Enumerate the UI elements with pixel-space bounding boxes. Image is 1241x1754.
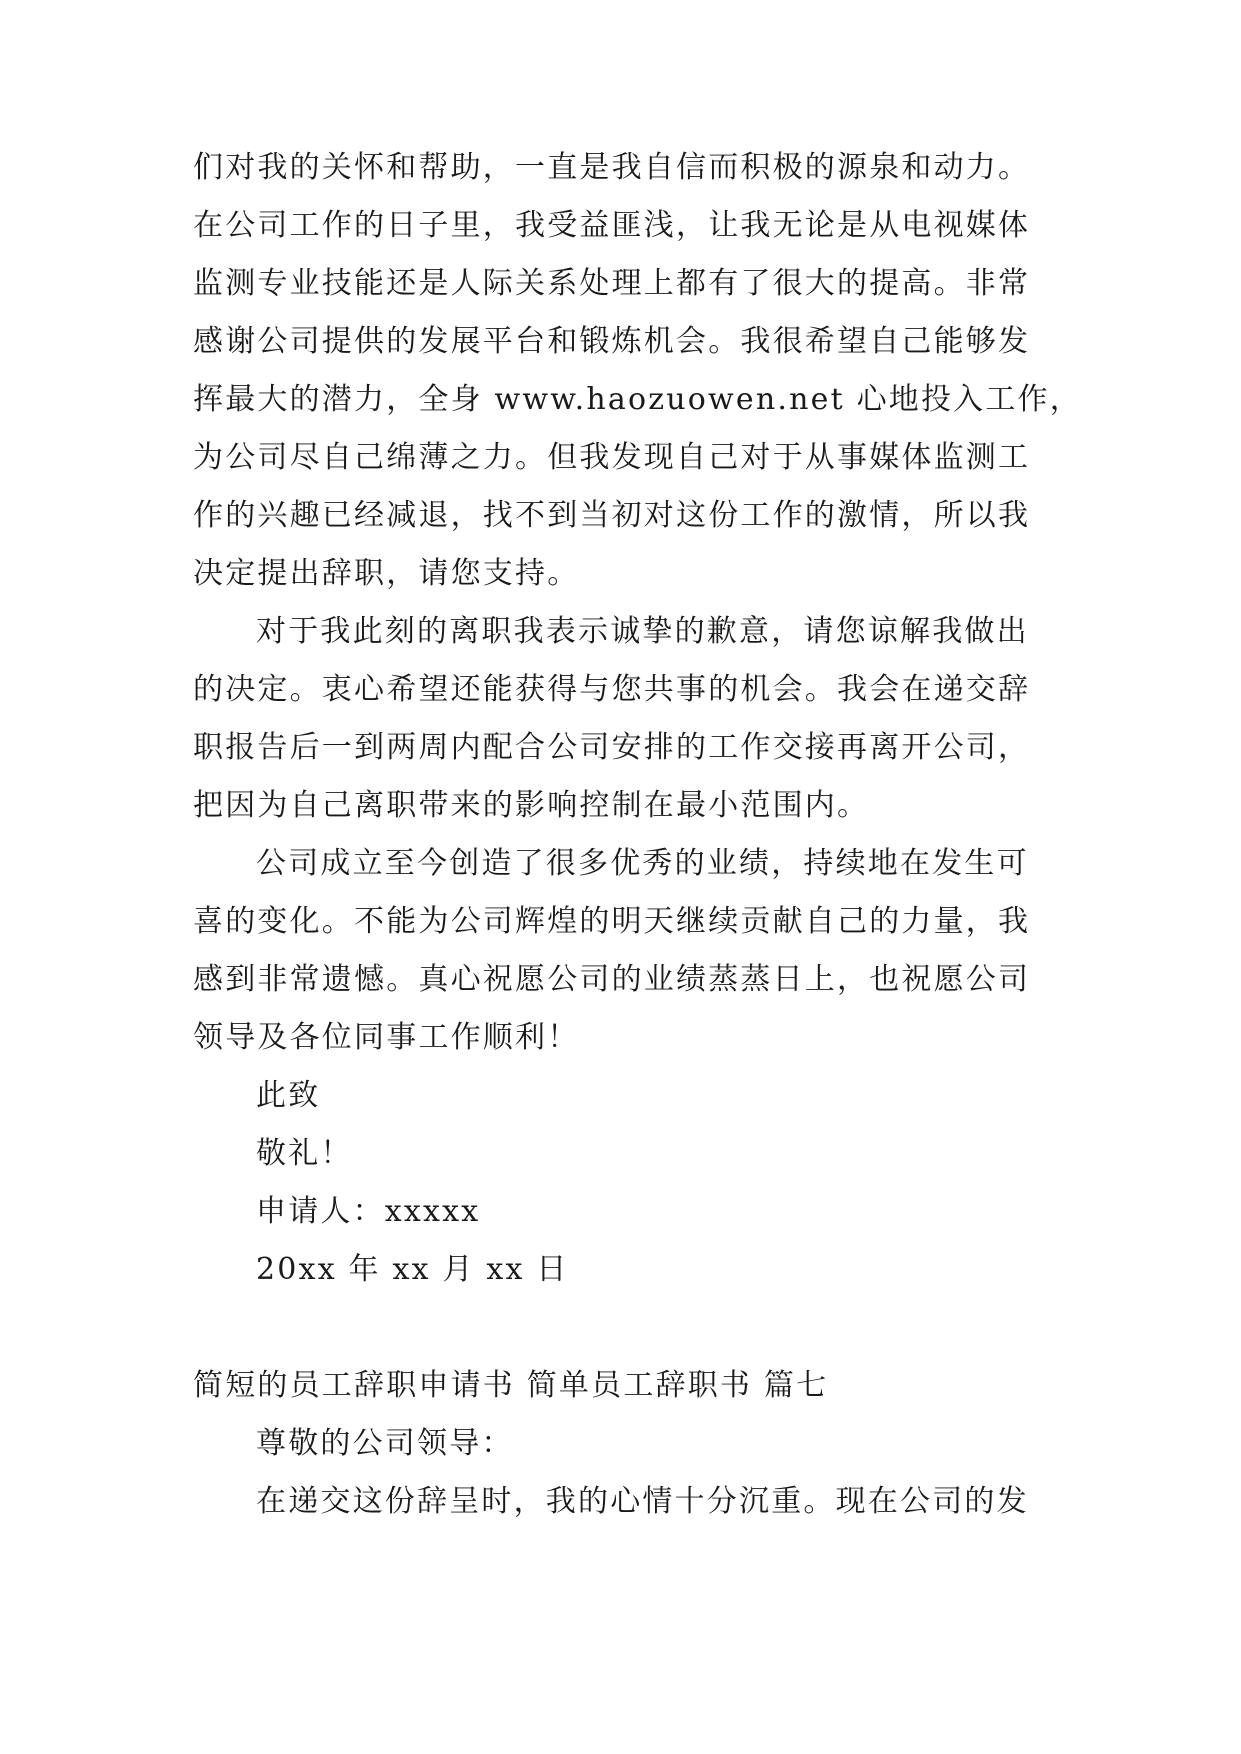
date-line: 20xx 年 xx 月 xx 日: [256, 1252, 569, 1287]
text-line: 们对我的关怀和帮助，一直是我自信而积极的源泉和动力。: [193, 150, 1031, 185]
text-line: 的决定。衷心希望还能获得与您共事的机会。我会在递交辞: [193, 672, 1031, 707]
closing-salutation: 此致: [256, 1078, 321, 1113]
text-line: 把因为自己离职带来的影响控制在最小范围内。: [193, 788, 870, 823]
paragraph-start: 对于我此刻的离职我表示诚挚的歉意，请您谅解我做出: [256, 614, 1029, 649]
text-line: 喜的变化。不能为公司辉煌的明天继续贡献自己的力量，我: [193, 904, 1031, 939]
text-line: 领导及各位同事工作顺利！: [193, 1020, 580, 1055]
greeting: 尊敬的公司领导：: [256, 1426, 514, 1461]
text-line: 职报告后一到两周内配合公司安排的工作交接再离开公司，: [193, 730, 1031, 765]
text-line: 感到非常遗憾。真心祝愿公司的业绩蒸蒸日上，也祝愿公司: [193, 962, 1031, 997]
text-line: 监测专业技能还是人际关系处理上都有了很大的提高。非常: [193, 266, 1031, 301]
text-line: 挥最大的潜力，全身 www.haozuowen.net 心地投入工作，: [193, 382, 1082, 417]
text-line: 感谢公司提供的发展平台和锻炼机会。我很希望自己能够发: [193, 324, 1031, 359]
applicant-name: 申请人：xxxxx: [256, 1194, 481, 1229]
text-line: 作的兴趣已经减退，找不到当初对这份工作的激情，所以我: [193, 498, 1031, 533]
text-line: 在公司工作的日子里，我受益匪浅，让我无论是从电视媒体: [193, 208, 1031, 243]
section-title: 简短的员工辞职申请书 简单员工辞职书 篇七: [193, 1368, 829, 1403]
closing-regards: 敬礼！: [256, 1136, 353, 1171]
paragraph-start: 在递交这份辞呈时，我的心情十分沉重。现在公司的发: [256, 1484, 1029, 1519]
paragraph-start: 公司成立至今创造了很多优秀的业绩，持续地在发生可: [256, 846, 1029, 881]
text-line: 为公司尽自己绵薄之力。但我发现自己对于从事媒体监测工: [193, 440, 1031, 475]
text-line: 决定提出辞职，请您支持。: [193, 556, 580, 591]
